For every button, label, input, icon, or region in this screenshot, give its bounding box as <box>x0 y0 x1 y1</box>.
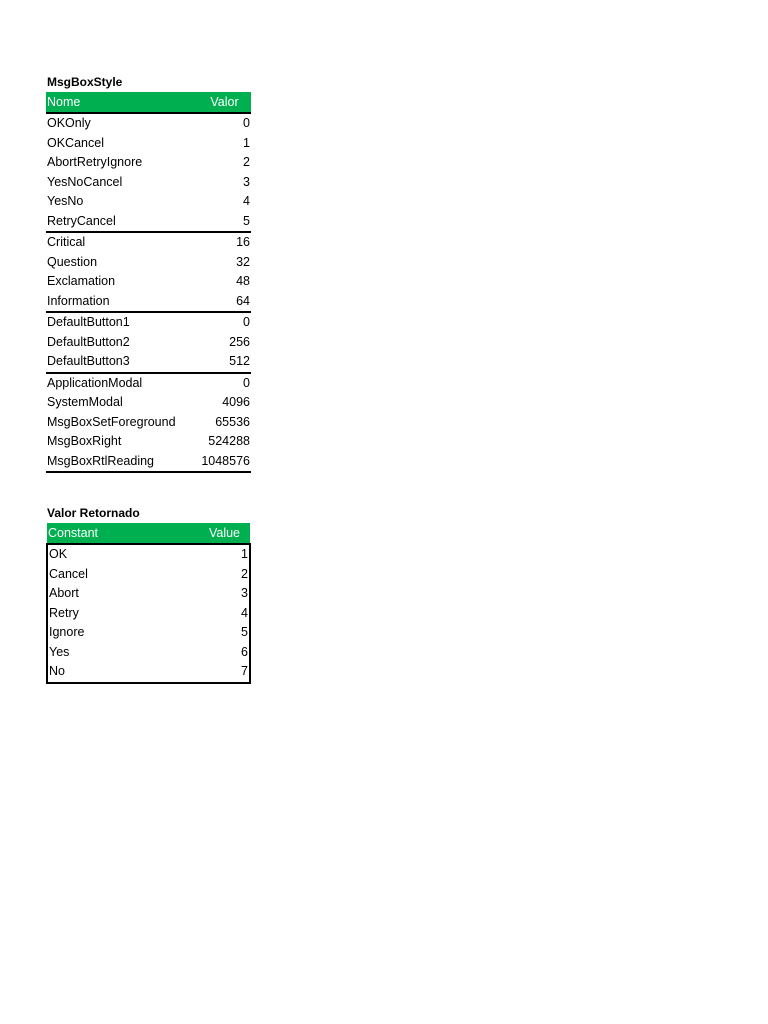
row-value: 65536 <box>215 414 250 429</box>
msgboxstyle-title: MsgBoxStyle <box>47 75 123 89</box>
row-name: Ignore <box>47 623 199 643</box>
row-value: 2 <box>199 565 250 585</box>
row-name: Yes <box>47 643 199 663</box>
table-row <box>46 272 251 292</box>
table-row <box>46 153 251 173</box>
row-value: 2 <box>243 155 250 170</box>
row-value: 1 <box>199 544 250 565</box>
row-value: 256 <box>229 334 250 349</box>
table-row <box>46 373 251 394</box>
msgboxstyle-header-row <box>46 92 251 113</box>
table-row <box>47 623 250 643</box>
table-row <box>46 253 251 273</box>
row-name: Retry <box>47 604 199 624</box>
table-row <box>46 452 251 473</box>
row-value: 512 <box>229 354 250 369</box>
row-value: 7 <box>199 662 250 683</box>
row-value: 5 <box>243 213 250 228</box>
table-row <box>46 352 251 373</box>
table-row <box>46 333 251 353</box>
valor-retornado-block <box>46 504 251 684</box>
row-value: 5 <box>199 623 250 643</box>
row-value: 0 <box>198 373 251 394</box>
column-header-constant: Constant <box>47 523 199 544</box>
table-row <box>46 134 251 154</box>
row-name: Exclamation <box>47 274 116 289</box>
table-row <box>46 312 251 333</box>
row-value: 0 <box>198 312 251 333</box>
row-value: 4 <box>243 194 250 209</box>
row-value: 3 <box>199 584 250 604</box>
row-value: 48 <box>236 274 250 289</box>
row-value: 524288 <box>208 434 250 449</box>
row-name: MsgBoxSetForeground <box>47 414 176 429</box>
table-row <box>47 584 250 604</box>
row-value: 4 <box>199 604 250 624</box>
row-name: Information <box>47 293 110 308</box>
table-row <box>47 604 250 624</box>
row-name: Abort <box>47 584 199 604</box>
row-value: 4096 <box>222 395 250 410</box>
table-row <box>47 662 250 683</box>
row-name: ApplicationModal <box>46 373 198 394</box>
table-row <box>46 432 251 452</box>
row-name: MsgBoxRight <box>47 434 122 449</box>
row-name: RetryCancel <box>47 213 116 228</box>
row-name: Question <box>47 254 98 269</box>
row-name: DefaultButton2 <box>47 334 130 349</box>
row-value: 6 <box>199 643 250 663</box>
row-name: YesNo <box>47 194 84 209</box>
msgboxstyle-table <box>46 92 251 473</box>
table-row <box>46 113 251 134</box>
row-value: 3 <box>243 174 250 189</box>
table-row <box>46 173 251 193</box>
table-row <box>47 643 250 663</box>
row-value: 0 <box>198 113 251 134</box>
table-row <box>46 212 251 233</box>
column-header-value: Value <box>199 523 250 544</box>
row-value: 1048576 <box>198 452 251 473</box>
table-row <box>46 192 251 212</box>
row-name: OKCancel <box>47 135 104 150</box>
row-name: OK <box>47 544 199 565</box>
valor-retornado-title: Valor Retornado <box>47 506 140 520</box>
row-name: MsgBoxRtlReading <box>46 452 198 473</box>
row-name: Critical <box>46 232 198 253</box>
row-name: DefaultButton1 <box>46 312 198 333</box>
column-header-valor: Valor <box>198 92 251 113</box>
column-header-nome: Nome <box>46 92 198 113</box>
row-value: 1 <box>243 135 250 150</box>
row-name: No <box>47 662 199 683</box>
table-row <box>47 544 250 565</box>
table-row <box>46 292 251 313</box>
row-name: Cancel <box>47 565 199 585</box>
row-name: AbortRetryIgnore <box>47 155 143 170</box>
row-value: 16 <box>198 232 251 253</box>
row-name: SystemModal <box>47 395 123 410</box>
row-value: 32 <box>236 254 250 269</box>
row-value: 64 <box>236 293 250 308</box>
row-name: YesNoCancel <box>47 174 123 189</box>
table-row <box>46 413 251 433</box>
table-row <box>47 565 250 585</box>
row-name: OKOnly <box>46 113 198 134</box>
table-row <box>46 393 251 413</box>
row-name: DefaultButton3 <box>47 354 130 369</box>
table-row <box>46 232 251 253</box>
valor-retornado-table <box>46 523 251 684</box>
valor-retornado-header-row <box>47 523 250 544</box>
msgboxstyle-block <box>46 73 251 473</box>
